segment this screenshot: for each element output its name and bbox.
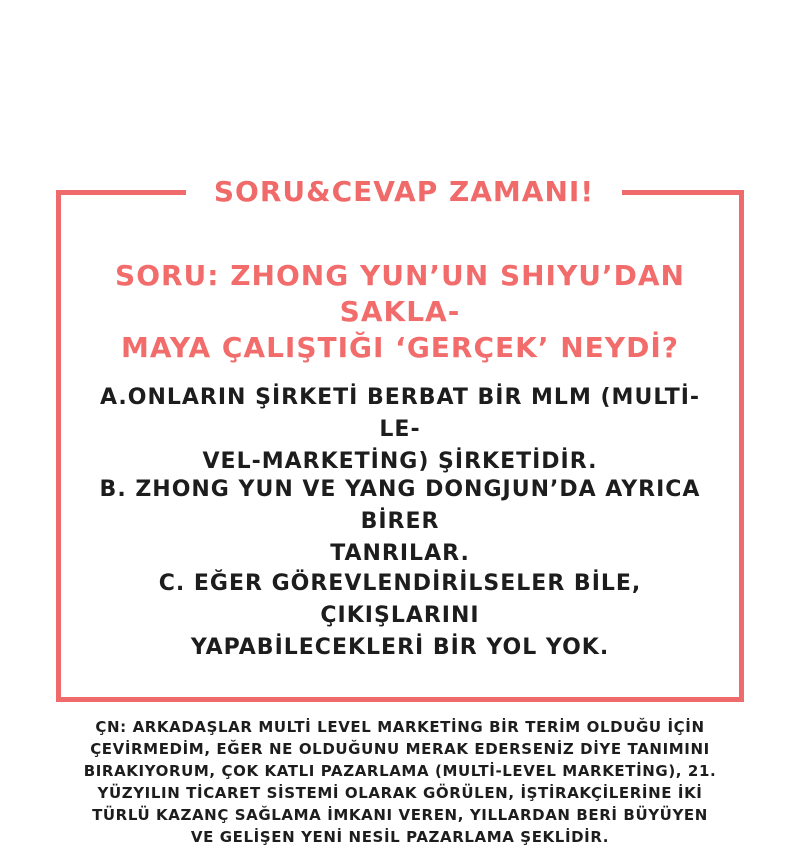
page-title: SORU&CEVAP ZAMANI! (213, 175, 595, 208)
answer-b (80, 474, 720, 570)
answer-b-line-1: B. ZHONG YUN VE YANG DONGJUN’DA AYRICA BİRER (99, 477, 701, 534)
note-line-5: TÜRLÜ KAZANÇ SAĞLAMA İMKANI VEREN, YILLARDAN BERİ BÜYÜYEN (92, 806, 708, 824)
note-line-4: YÜZYILIN TİCARET SİSTEMİ OLARAK GÖRÜLEN, İŞTİRAKÇİLERİNE İKİ (97, 784, 703, 802)
note-line-2: ÇEVİRMEDİM, EĞER NE OLDUĞUNU MERAK EDERSENİZ DİYE TANIMINI (90, 740, 710, 758)
answer-c-line-2: YAPABİLECEKLERİ BİR YOL YOK. (190, 635, 610, 660)
answer-b-line-2: TANRILAR. (330, 541, 470, 566)
question-line-2: MAYA ÇALIŞTIĞI ‘GERÇEK’ NEYDİ? (121, 331, 679, 364)
answer-c (80, 568, 720, 664)
answer-c-line-1: C. EĞER GÖREVLENDİRİLSELER BİLE, ÇIKIŞLARINI (158, 571, 642, 628)
translator-note (70, 716, 730, 848)
answer-a-line-2: VEL-MARKETİNG) ŞİRKETİDİR. (202, 449, 598, 474)
note-line-1: ÇN: ARKADAŞLAR MULTİ LEVEL MARKETİNG BİR TERİM OLDUĞU İÇİN (95, 718, 705, 736)
question-line-1: SORU: ZHONG YUN’UN SHIYU’DAN SAKLA- (115, 259, 685, 328)
note-line-6: VE GELİŞEN YENİ NESİL PAZARLAMA ŞEKLİDİR. (190, 828, 610, 846)
question-text (90, 258, 710, 366)
answer-a-line-1: A.ONLARIN ŞİRKETİ BERBAT BİR MLM (MULTİ-LE- (99, 385, 701, 442)
note-line-3: BIRAKIYORUM, ÇOK KATLI PAZARLAMA (MULTİ-LEVEL MARKETİNG), 21. (83, 762, 717, 780)
answer-a (80, 382, 720, 478)
